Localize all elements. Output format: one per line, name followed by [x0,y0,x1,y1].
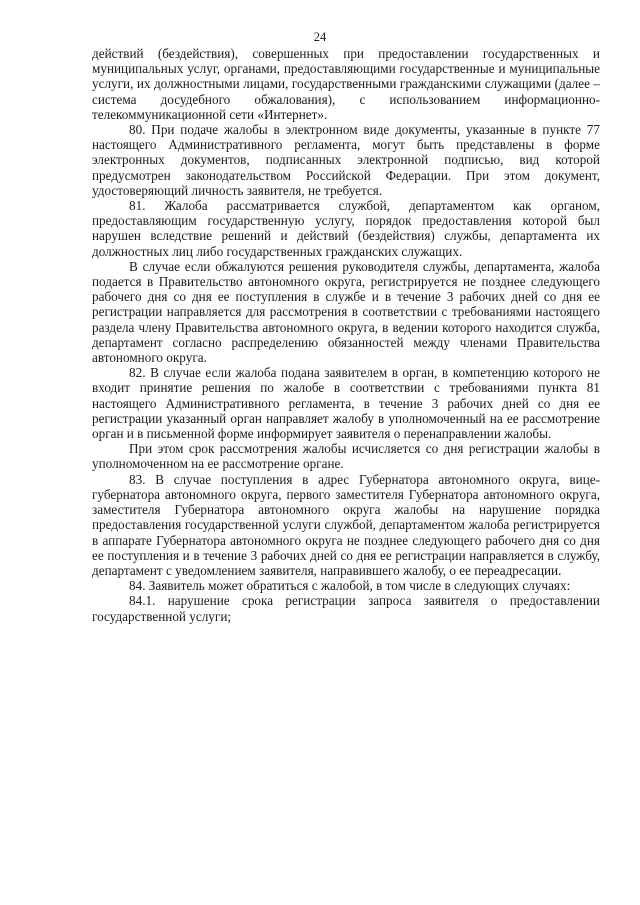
paragraph-continuation: действий (бездействия), совершенных при предоставлении государственных и муниципальных услуг, органами, предоставляющими государственные и муниципальные услуги, их должностными лицами, государственными гражданскими служащими (далее – система досудебного обжалования), с использованием информационно-телекоммуникационной сети «Интернет». [92,46,600,122]
paragraph-84: 84. Заявитель может обратиться с жалобой, в том числе в следующих случаях: [129,578,571,594]
paragraph-83: 83. В случае поступления в адрес Губернатора автономного округа, вице-губернатора автономного округа, первого заместителя Губернатора автономного округа, заместителя Губернатора автономного округа жалобы на нарушение порядка предоставления государственной услуги службой, департаментом жалоба регистрируется в аппарате Губернатора автономного округа не позднее следующего рабочего дня со дня ее поступления и в течение 3 рабочих дней со дня ее регистрации направляется в службу, департамент с уведомлением заявителя, направившего жалобу, о ее переадресации. [92,471,600,578]
document-body [92,46,600,624]
page-number: 24 [313,30,327,44]
paragraph-81: 81. Жалоба рассматривается службой, департаментом как органом, предоставляющим государственную услугу, порядок предоставления которой был нарушен вследствие решений и действий (бездействия) службы, департамента их должностных лиц либо государственных гражданских служащих. [92,198,600,259]
paragraph-82-term: При этом срок рассмотрения жалобы исчисляется со дня регистрации жалобы в уполномоченном на ее рассмотрение органе. [92,441,600,472]
paragraph-82: 82. В случае если жалоба подана заявителем в орган, в компетенцию которого не входит принятие решения по жалобе в соответствии с требованиями пункта 81 настоящего Административного регламента, в течение 3 рабочих дней со дня ее регистрации указанный орган направляет жалобу в уполномоченный на ее рассмотрение орган и в письменной форме информирует заявителя о перенаправлении жалобы. [92,365,600,442]
paragraph-80: 80. При подаче жалобы в электронном виде документы, указанные в пункте 77 настоящего Административного регламента, могут быть представлены в форме электронных документов, подписанных электронной подписью, вид которой предусмотрен законодательством Российской Федерации. При этом документ, удостоверяющий личность заявителя, не требуется. [92,122,600,198]
paragraph-81-appeal-head: В случае если обжалуются решения руководителя службы, департамента, жалоба подается в Правительство автономного округа, регистрируется не позднее следующего рабочего дня со дня ее поступления в службе и в течение 3 рабочих дней со дня ее регистрации направляется для рассмотрения в соответствии с требованиями настоящего раздела члену Правительства автономного округа, в ведении которого находится служба, департамент согласно распределению обязанностей между членами Правительства автономного округа. [92,258,600,366]
paragraph-84-1: 84.1. нарушение срока регистрации запроса заявителя о предоставлении государственной услуги; [92,593,600,624]
